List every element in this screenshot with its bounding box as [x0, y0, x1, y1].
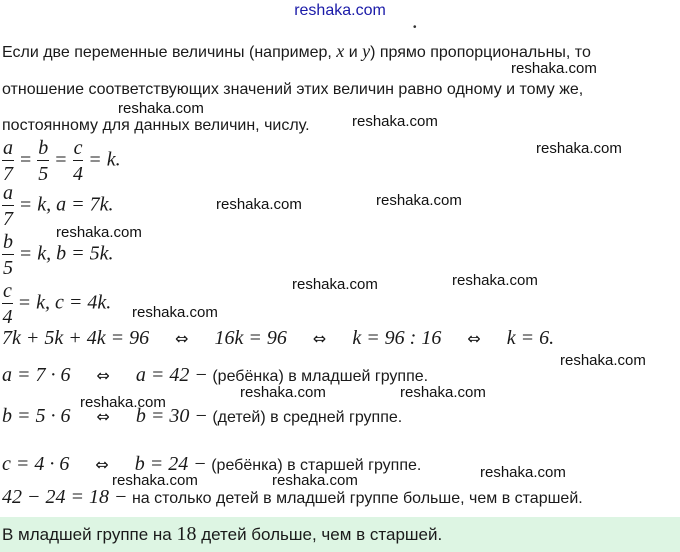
equivalence-symbol: ⇔ [175, 329, 189, 348]
equals: = [18, 291, 31, 314]
proportion-equation [2, 138, 121, 184]
answer-text-a: В младшей группе на [2, 525, 177, 544]
watermark: reshaka.com [400, 384, 486, 401]
watermark: reshaka.com [118, 100, 204, 117]
equivalence-symbol: ⇔ [467, 329, 481, 348]
equation-b-tail: k, b = 5k. [37, 242, 114, 265]
difference-expr: 42 − 24 = 18 − [2, 486, 128, 508]
watermark: reshaka.com [80, 394, 166, 411]
intro-and: и [344, 44, 363, 61]
answer-text-b: детей больше, чем в старшей. [196, 525, 443, 544]
equation-c-tail: k, c = 4k. [36, 291, 112, 314]
solution-left: c = 4 · 6 [2, 453, 70, 475]
site-header[interactable]: reshaka.com [294, 2, 386, 19]
watermark: reshaka.com [272, 472, 358, 489]
fraction-c-4: $\frac{c}{4}$ [2, 280, 13, 328]
fraction-a-7: $\frac{a}{7}$ [3, 182, 13, 230]
equivalence-symbol: ⇔ [96, 366, 110, 385]
dot-mark: • [413, 22, 417, 33]
answer-number: 18 [176, 523, 197, 545]
var-y: y [362, 41, 371, 61]
fraction-b-5: $\frac{b}{5}$ [3, 231, 13, 279]
solution-left: a = 7 · 6 [2, 364, 71, 386]
watermark: reshaka.com [452, 272, 538, 289]
solution-right: b = 24 − [134, 453, 207, 475]
intro-text-b: ) прямо пропорциональны, то [370, 44, 591, 61]
solution-row-b [2, 405, 402, 428]
solution-right: b = 30 − [135, 405, 208, 427]
equivalence-symbol: ⇔ [96, 407, 110, 426]
fraction-a-7: $\frac{a}{7}$ [3, 137, 13, 185]
solution-text: (ребёнка) в старшей группе. [206, 457, 422, 474]
equation-a [2, 183, 114, 229]
watermark: reshaka.com [132, 304, 218, 321]
fraction-b-5: $\frac{b}{5}$ [38, 137, 49, 185]
difference-text: на столько детей в младшей группе больше, чем в старшей. [127, 490, 583, 507]
solution-left: b = 5 · 6 [2, 405, 71, 427]
sum-step-3: k = 96 : 16 [352, 327, 442, 349]
watermark: reshaka.com [352, 113, 438, 130]
solution-right: a = 42 − [135, 364, 208, 386]
fraction-c-4: $\frac{c}{4}$ [73, 137, 83, 185]
watermark: reshaka.com [56, 224, 142, 241]
equals: = [20, 193, 32, 216]
equals: = [55, 148, 67, 171]
solution-text: (детей) в средней группе. [207, 409, 403, 426]
sum-lhs: 7k + 5k + 4k = 96 [2, 327, 150, 349]
intro-line-3: постоянному для данных величин, числу. [2, 117, 310, 134]
watermark: reshaka.com [240, 384, 326, 401]
sum-equation [2, 327, 554, 350]
equation-c [2, 281, 111, 327]
watermark: reshaka.com [216, 196, 302, 213]
watermark: reshaka.com [292, 276, 378, 293]
equals: = [20, 242, 32, 265]
equals: = [20, 148, 32, 171]
watermark: reshaka.com [376, 192, 462, 209]
intro-line-2: отношение соответствующих значений этих величин равно одному и тому же, [2, 81, 584, 98]
sum-step-2: 16k = 96 [214, 327, 287, 349]
watermark: reshaka.com [480, 464, 566, 481]
watermark: reshaka.com [560, 352, 646, 369]
equation-a-tail: k, a = 7k. [37, 193, 114, 216]
solution-text: (ребёнка) в младшей группе. [207, 368, 429, 385]
solution-row-a [2, 364, 428, 387]
watermark: reshaka.com [112, 472, 198, 489]
var-x: x [336, 41, 345, 61]
equals: = [89, 148, 101, 171]
sum-step-4: k = 6. [506, 327, 555, 349]
equivalence-symbol: ⇔ [95, 455, 109, 474]
watermark: reshaka.com [511, 60, 597, 77]
equivalence-symbol: ⇔ [312, 329, 327, 348]
intro-line-1 [2, 40, 591, 64]
k-value: k. [106, 148, 121, 171]
intro-text-a: Если две переменные величины (например, [2, 44, 337, 61]
solution-row-c [2, 453, 421, 476]
difference-row [2, 486, 583, 509]
watermark: reshaka.com [536, 140, 622, 157]
answer-box [0, 517, 680, 552]
